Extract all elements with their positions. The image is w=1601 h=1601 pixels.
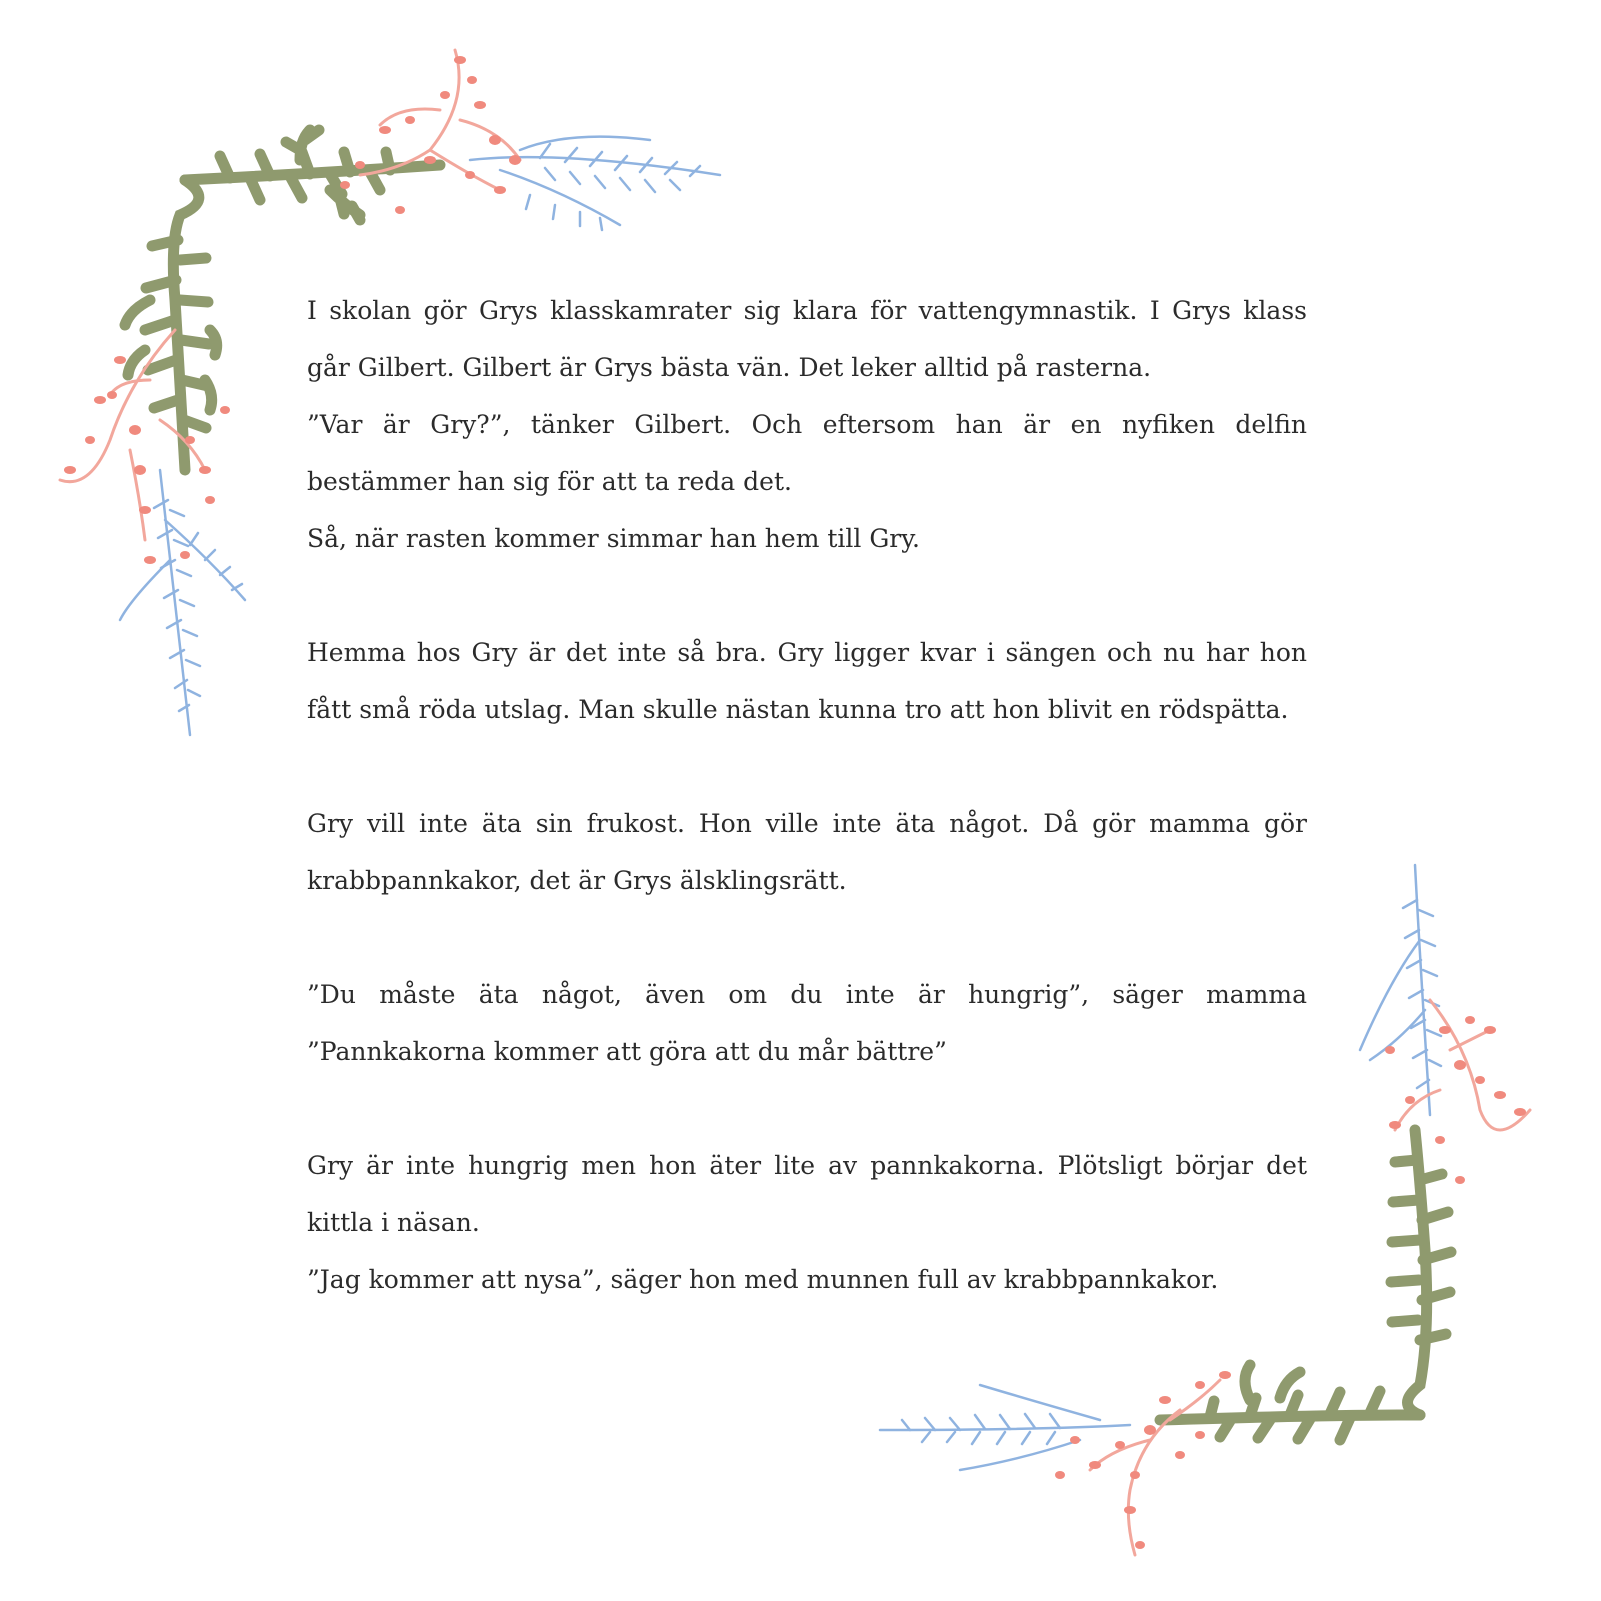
story-line: Gry är inte hungrig men hon äter lite av pannkakorna. Plötsligt börjar det kittla i näsan.: [307, 1151, 1307, 1237]
paragraph-5: [307, 1137, 1307, 1308]
paragraph-2: [307, 624, 1307, 738]
story-line: Gry vill inte äta sin frukost. Hon ville inte äta något. Då gör mamma gör krabbpannkakor, det är Grys älsklingsrätt.: [307, 809, 1307, 895]
story-line: ”Var är Gry?”, tänker Gilbert. Och eftersom han är en nyfiken delfin bestämmer han sig för att ta reda det.: [307, 410, 1307, 496]
story-line: Hemma hos Gry är det inte så bra. Gry ligger kvar i sängen och nu har hon fått små röda utslag. Man skulle nästan kunna tro att hon blivit en rödspätta.: [307, 638, 1307, 724]
story-line: ”Du måste äta något, även om du inte är hungrig”, säger mamma ”Pannkakorna kommer att göra att du mår bättre”: [307, 980, 1307, 1066]
paragraph-4: [307, 966, 1307, 1080]
story-line: I skolan gör Grys klasskamrater sig klara för vattengymnastik. I Grys klass går Gilbert. Gilbert är Grys bästa vän. Det leker alltid på rasterna.: [307, 296, 1307, 382]
story-line: Så, när rasten kommer simmar han hem till Gry.: [307, 524, 921, 553]
paragraph-3: [307, 795, 1307, 909]
paragraph-1: [307, 282, 1307, 567]
story-text: [307, 282, 1307, 1308]
story-line: ”Jag kommer att nysa”, säger hon med munnen full av krabbpannkakor.: [307, 1265, 1219, 1294]
